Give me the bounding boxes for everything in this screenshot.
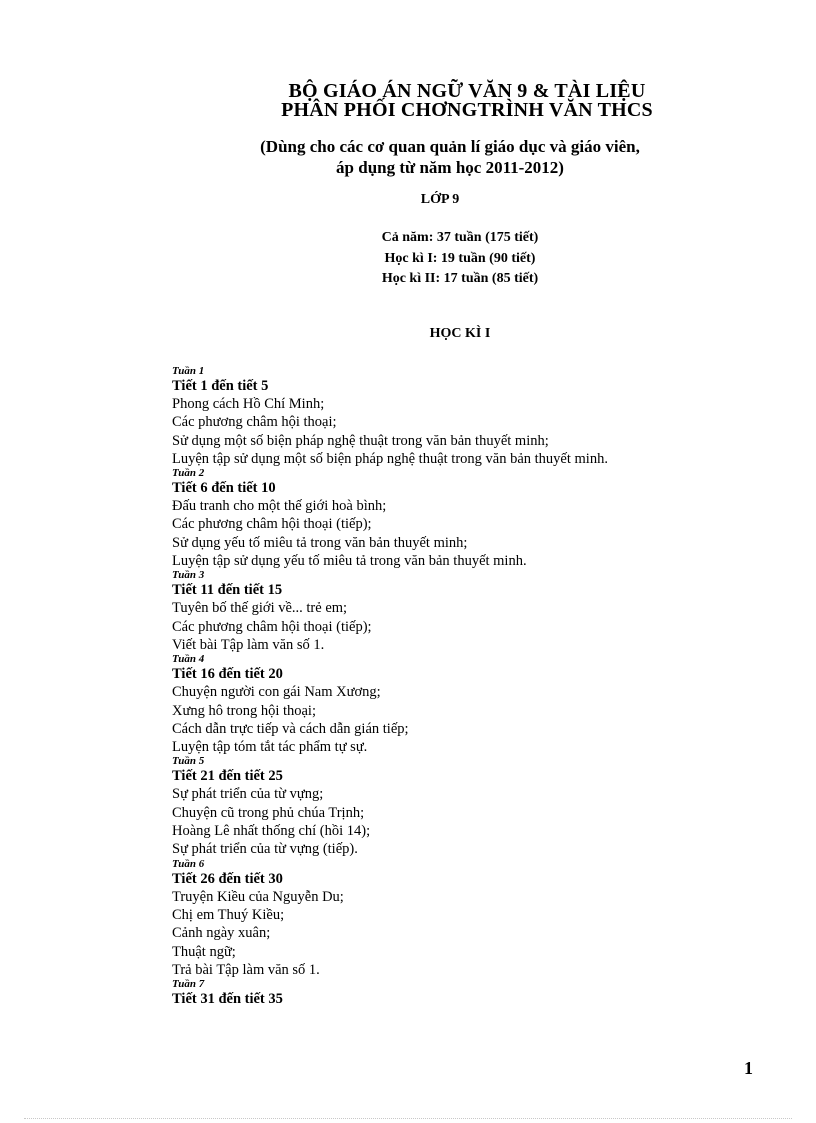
lesson-item: Luyện tập sử dụng một số biện pháp nghệ thuật trong văn bản thuyết minh. <box>172 450 608 467</box>
period-range: Tiết 26 đến tiết 30 <box>172 870 283 887</box>
lesson-item: Sử dụng yếu tố miêu tả trong văn bản thuyết minh; <box>172 534 468 551</box>
lesson-item: Chuyện cũ trong phủ chúa Trịnh; <box>172 804 365 821</box>
title-line-2: PHÂN PHỐI CHƠNGTRÌNH VĂN THCS <box>281 99 653 121</box>
lesson-item: Cách dẫn trực tiếp và cách dẫn gián tiếp; <box>172 720 409 737</box>
lesson-item: Đấu tranh cho một thế giới hoà bình; <box>172 498 387 515</box>
lesson-item: Trả bài Tập làm văn số 1. <box>172 961 320 978</box>
week-label: Tuần 6 <box>172 857 205 870</box>
grade-heading: LỚP 9 <box>420 192 460 207</box>
lesson-item: Xưng hô trong hội thoại; <box>172 702 316 719</box>
period-range: Tiết 6 đến tiết 10 <box>172 480 276 497</box>
week-label: Tuần 3 <box>172 569 205 582</box>
week-schedule <box>172 366 752 1008</box>
semester-heading: HỌC KÌ I <box>429 326 491 341</box>
year-total: Cả năm: 37 tuần (175 tiết) <box>381 230 539 245</box>
page-number: 1 <box>744 1058 753 1078</box>
period-range: Tiết 1 đến tiết 5 <box>172 378 269 394</box>
lesson-item: Sự phát triển của từ vựng (tiếp). <box>172 841 358 858</box>
lesson-item: Chuyện người con gái Nam Xương; <box>172 684 381 701</box>
subtitle-line-2: áp dụng từ năm học 2011-2012) <box>336 158 564 177</box>
week-block <box>172 859 752 979</box>
week-block <box>172 468 752 570</box>
document-title <box>232 82 702 120</box>
week-label: Tuần 7 <box>172 978 205 991</box>
period-range: Tiết 11 đến tiết 15 <box>172 582 283 599</box>
week-block <box>172 570 752 654</box>
lesson-item: Luyện tập sử dụng yếu tố miêu tả trong văn bản thuyết minh. <box>172 553 527 570</box>
year-info <box>300 228 620 290</box>
period-range: Tiết 16 đến tiết 20 <box>172 666 283 683</box>
week-block <box>172 366 752 468</box>
lesson-item: Hoàng Lê nhất thống chí (hồi 14); <box>172 823 371 840</box>
title-line-1: BỘ GIÁO ÁN NGỮ VĂN 9 & TÀI LIỆU <box>288 80 646 102</box>
lesson-item: Các phương châm hội thoại; <box>172 414 337 431</box>
week-block <box>172 654 752 756</box>
week-block <box>172 756 752 858</box>
week-label: Tuần 4 <box>172 653 205 666</box>
lesson-item: Chị em Thuý Kiều; <box>172 906 285 923</box>
lesson-item: Cảnh ngày xuân; <box>172 925 271 942</box>
week-label: Tuần 5 <box>172 755 205 768</box>
lesson-item: Tuyên bố thế giới về... trẻ em; <box>172 600 348 617</box>
lesson-item: Truyện Kiều của Nguyễn Du; <box>172 888 344 905</box>
lesson-item: Thuật ngữ; <box>172 943 236 960</box>
week-label: Tuần 1 <box>172 365 205 377</box>
document-subtitle <box>190 136 710 178</box>
lesson-item: Phong cách Hồ Chí Minh; <box>172 396 325 412</box>
semester-1-total: Học kì I: 19 tuần (90 tiết) <box>384 250 536 266</box>
period-range: Tiết 31 đến tiết 35 <box>172 991 283 1008</box>
week-label: Tuần 2 <box>172 467 205 480</box>
lesson-item: Viết bài Tập làm văn số 1. <box>172 636 325 653</box>
period-range: Tiết 21 đến tiết 25 <box>172 768 283 785</box>
subtitle-line-1: (Dùng cho các cơ quan quản lí giáo dục và giáo viên, <box>260 137 640 156</box>
lesson-item: Sự phát triển của từ vựng; <box>172 786 324 803</box>
page-bottom-divider <box>24 1118 792 1119</box>
week-block <box>172 979 752 1008</box>
semester-2-total: Học kì II: 17 tuần (85 tiết) <box>381 271 539 286</box>
lesson-item: Luyện tập tóm tắt tác phẩm tự sự. <box>172 739 368 756</box>
lesson-item: Các phương châm hội thoại (tiếp); <box>172 516 372 533</box>
lesson-item: Sử dụng một số biện pháp nghệ thuật trong văn bản thuyết minh; <box>172 432 549 449</box>
lesson-item: Các phương châm hội thoại (tiếp); <box>172 618 372 635</box>
